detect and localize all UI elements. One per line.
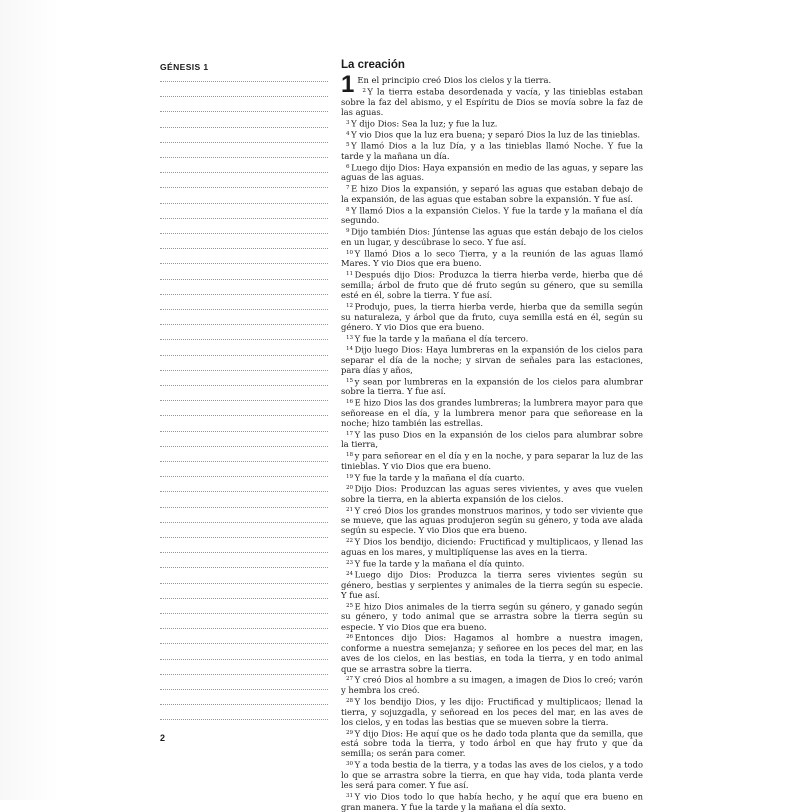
verse-5 [341, 140, 643, 161]
verse-text: Produjo, pues, la tierra hierba verde, hierba que da semilla según su naturaleza, y árbol que da fruto, cuya semilla está en él, según su género. Y vio Dios que era bueno. [341, 301, 643, 332]
verse-31 [341, 791, 643, 812]
verse-number: 14 [346, 345, 354, 352]
running-head: GÉNESIS 1 [160, 62, 209, 72]
verse-27 [341, 674, 643, 695]
verse-number: 13 [346, 334, 354, 341]
verse-6 [341, 162, 643, 183]
note-line [160, 719, 328, 720]
verse-number: 29 [346, 729, 354, 736]
verse-number: 20 [346, 485, 354, 491]
verse-17 [341, 429, 643, 450]
note-line [160, 172, 328, 173]
verse-text: En el principio creó Dios los cielos y la tierra. [357, 75, 552, 85]
verse-number: 7 [346, 185, 350, 192]
verse-text: Y Dios los bendijo, diciendo: Fructificad y multiplicaos, y llenad las aguas en los mares, y multiplíquense las aves en la tierra. [341, 536, 643, 557]
chapter-number: 1 [341, 71, 355, 98]
verse-text: Y dijo Dios: Sea la luz; y fue la luz. [351, 118, 498, 128]
verse-3 [341, 118, 643, 129]
verse-4 [341, 129, 643, 140]
verse-text: Y dijo Dios: He aquí que os he dado toda planta que da semilla, que está sobre toda la tierra, y todo árbol en que hay fruto y que da semilla; os serán para comer. [341, 728, 643, 759]
verse-list [341, 71, 644, 812]
verse-number: 21 [346, 506, 354, 513]
verse-number: 3 [346, 119, 350, 126]
verse-text: Y las puso Dios en la expansión de los cielos para alumbrar sobre la tierra, [341, 429, 643, 450]
note-line [160, 370, 328, 371]
verse-text: Y a toda bestia de la tierra, y a todas las aves de los cielos, y a todo lo que se arrastra sobre la tierra, en que hay vida, toda planta verde les será para comer. Y fue así. [341, 759, 643, 791]
note-line [160, 203, 328, 204]
verse-number: 18 [346, 452, 354, 459]
note-line [160, 461, 328, 462]
verse-7 [341, 183, 643, 204]
note-line [160, 127, 328, 128]
note-line [160, 81, 328, 82]
verse-number: 8 [346, 206, 350, 213]
verse-2 [341, 86, 643, 117]
verse-text: y para señorear en el día y en la noche, y para separar la luz de las tinieblas. Y vio Dios que era bueno. [341, 450, 643, 471]
verse-20 [341, 483, 643, 504]
note-line [160, 689, 328, 690]
verse-text: Y vio Dios todo lo que había hecho, y he aquí que era bueno en gran manera. Y fue la tarde y la mañana el día sexto. [341, 791, 643, 812]
note-line [160, 142, 328, 143]
verse-text: Luego dijo Dios: Produzca la tierra seres vivientes según su género, bestias y serpientes y animales de la tierra según su especie. Y fue así. [341, 569, 643, 600]
note-line [160, 431, 328, 432]
verse-text: Dijo Dios: Produzcan las aguas seres vivientes, y aves que vuelen sobre la tierra, en la abierta expansión de los cielos. [341, 483, 643, 504]
verse-number: 4 [346, 130, 350, 137]
verse-text: Y fue la tarde y la mañana el día tercero. [354, 333, 529, 343]
verse-21 [341, 505, 643, 536]
note-line [160, 643, 328, 644]
note-line [160, 187, 328, 188]
note-line [160, 674, 328, 675]
note-line [160, 598, 328, 599]
verse-30 [341, 759, 643, 790]
verse-number: 31 [346, 792, 354, 799]
verse-25 [341, 601, 643, 632]
verse-number: 22 [346, 538, 354, 545]
verse-1 [341, 71, 643, 98]
verse-29 [341, 728, 643, 759]
verse-number: 5 [346, 142, 350, 149]
verse-number: 30 [346, 761, 354, 768]
verse-number: 16 [346, 399, 354, 405]
note-line [160, 704, 328, 705]
note-line [160, 507, 328, 508]
note-line [160, 157, 328, 158]
scripture-column [341, 58, 643, 812]
note-line [160, 659, 328, 660]
verse-23 [341, 558, 643, 569]
verse-text: Y la tierra estaba desordenada y vacía, y las tinieblas estaban sobre la faz del abismo, y el Espíritu de Dios se movía sobre la faz de las aguas. [341, 86, 643, 117]
verse-number: 9 [346, 228, 350, 235]
verse-number: 27 [346, 676, 354, 683]
verse-22 [341, 536, 643, 557]
verse-number: 6 [346, 163, 350, 170]
verse-text: Y los bendijo Dios, y les dijo: Fructificad y multiplicaos; llenad la tierra, y sojuzgadla, y señoread en los peces del mar, en las aves de los cielos, y en todas las bestias que se mueven sobre la tierra. [341, 696, 643, 727]
verse-number: 19 [346, 473, 354, 480]
verse-16 [341, 397, 643, 428]
note-line [160, 522, 328, 523]
note-line [160, 400, 328, 401]
verse-text: Y llamó Dios a la luz Día, y a las tinieblas llamó Noche. Y fue la tarde y la mañana un día. [341, 140, 643, 161]
verse-9 [341, 226, 643, 247]
verse-text: E hizo Dios animales de la tierra según su género, y ganado según su género, y todo animal que se arrastra sobre la tierra según su especie. Y vio Dios que era bueno. [341, 601, 643, 632]
page-gutter-shade [0, 0, 60, 800]
journaling-lines [160, 73, 328, 741]
note-line [160, 552, 328, 553]
verse-number: 28 [346, 697, 354, 704]
verse-text: Y creó Dios al hombre a su imagen, a imagen de Dios lo creó; varón y hembra los creó. [341, 674, 643, 696]
verse-text: Y llamó Dios a la expansión Cielos. Y fue la tarde y la mañana el día segundo. [341, 205, 643, 226]
note-line [160, 309, 328, 310]
note-line [160, 385, 328, 386]
verse-text: Entonces dijo Dios: Hagamos al hombre a nuestra imagen, conforme a nuestra semejanza; y señoree en los peces del mar, en las aves de los cielos, en las bestias, en toda la tierra, y en todo animal que se arrastra sobre la tierra. [341, 632, 643, 674]
verse-number: 15 [346, 377, 354, 384]
verse-number: 23 [346, 559, 354, 566]
verse-text: Dijo luego Dios: Haya lumbreras en la expansión de los cielos para separar el día de la noche; y sirvan de señales para las estaciones, para días y años, [341, 344, 643, 375]
note-line [160, 279, 328, 280]
note-line [160, 567, 328, 568]
verse-10 [341, 248, 643, 269]
note-line [160, 537, 328, 538]
verse-text: y sean por lumbreras en la expansión de los cielos para alumbrar sobre la tierra. Y fue así. [341, 376, 643, 397]
note-line [160, 324, 328, 325]
note-line [160, 613, 328, 614]
verse-text: Dijo también Dios: Júntense las aguas que están debajo de los cielos en un lugar, y descúbrase lo seco. Y fue así. [341, 226, 643, 247]
verse-number: 17 [346, 430, 354, 437]
note-line [160, 446, 328, 447]
verse-28 [341, 696, 643, 727]
verse-number: 10 [346, 249, 354, 256]
verse-text: Y fue la tarde y la mañana el día cuarto. [354, 472, 525, 483]
note-line [160, 294, 328, 295]
verse-14 [341, 344, 643, 375]
verse-15 [341, 376, 643, 397]
verse-text: Y llamó Dios a lo seco Tierra, y a la reunión de las aguas llamó Mares. Y vio Dios que era bueno. [341, 248, 643, 269]
note-line [160, 96, 328, 97]
note-line [160, 339, 328, 340]
verse-8 [341, 205, 643, 226]
verse-13 [341, 333, 643, 344]
verse-text: E hizo Dios la expansión, y separó las aguas que estaban debajo de la expansión, de las aguas que estaban sobre la expansión. Y fue así. [341, 183, 643, 204]
verse-number: 12 [346, 302, 354, 309]
verse-text: Y vio Dios que la luz era buena; y separó Dios la luz de las tinieblas. [351, 129, 641, 140]
note-line [160, 233, 328, 234]
verse-text: Luego dijo Dios: Haya expansión en medio de las aguas, y separe las aguas de las aguas. [341, 162, 644, 183]
verse-text: Y creó Dios los grandes monstruos marinos, y todo ser viviente que se mueve, que las aguas produjeron según su género, y toda ave alada según su especie. Y vio Dios que era bueno. [341, 505, 643, 536]
note-line [160, 263, 328, 264]
note-line [160, 355, 328, 356]
verse-12 [341, 301, 643, 332]
verse-19 [341, 472, 643, 483]
note-line [160, 491, 328, 492]
verse-24 [341, 569, 643, 600]
note-line [160, 476, 328, 477]
verse-number: 2 [362, 87, 366, 94]
verse-11 [341, 269, 643, 300]
verse-number: 26 [346, 634, 354, 641]
note-line [160, 628, 328, 629]
note-line [160, 583, 328, 584]
note-line [160, 218, 328, 219]
verse-text: Y fue la tarde y la mañana el día quinto. [354, 558, 525, 569]
verse-number: 25 [346, 602, 354, 609]
note-line [160, 111, 328, 112]
note-line [160, 248, 328, 249]
verse-number: 11 [346, 271, 354, 278]
verse-18 [341, 450, 643, 471]
verse-number: 24 [346, 571, 354, 577]
note-line [160, 415, 328, 416]
section-title: La creación [341, 59, 405, 71]
page-number: 2 [160, 733, 166, 743]
verse-text: Después dijo Dios: Produzca la tierra hierba verde, hierba que dé semilla; árbol de fruto que dé fruto según su género, que su semilla esté en él, sobre la tierra. Y fue así. [341, 269, 643, 300]
verse-text: E hizo Dios las dos grandes lumbreras; la lumbrera mayor para que señorease en el día, y la lumbrera menor para que señorease en la noche; hizo también las estrellas. [341, 397, 643, 428]
verse-26 [341, 632, 643, 673]
